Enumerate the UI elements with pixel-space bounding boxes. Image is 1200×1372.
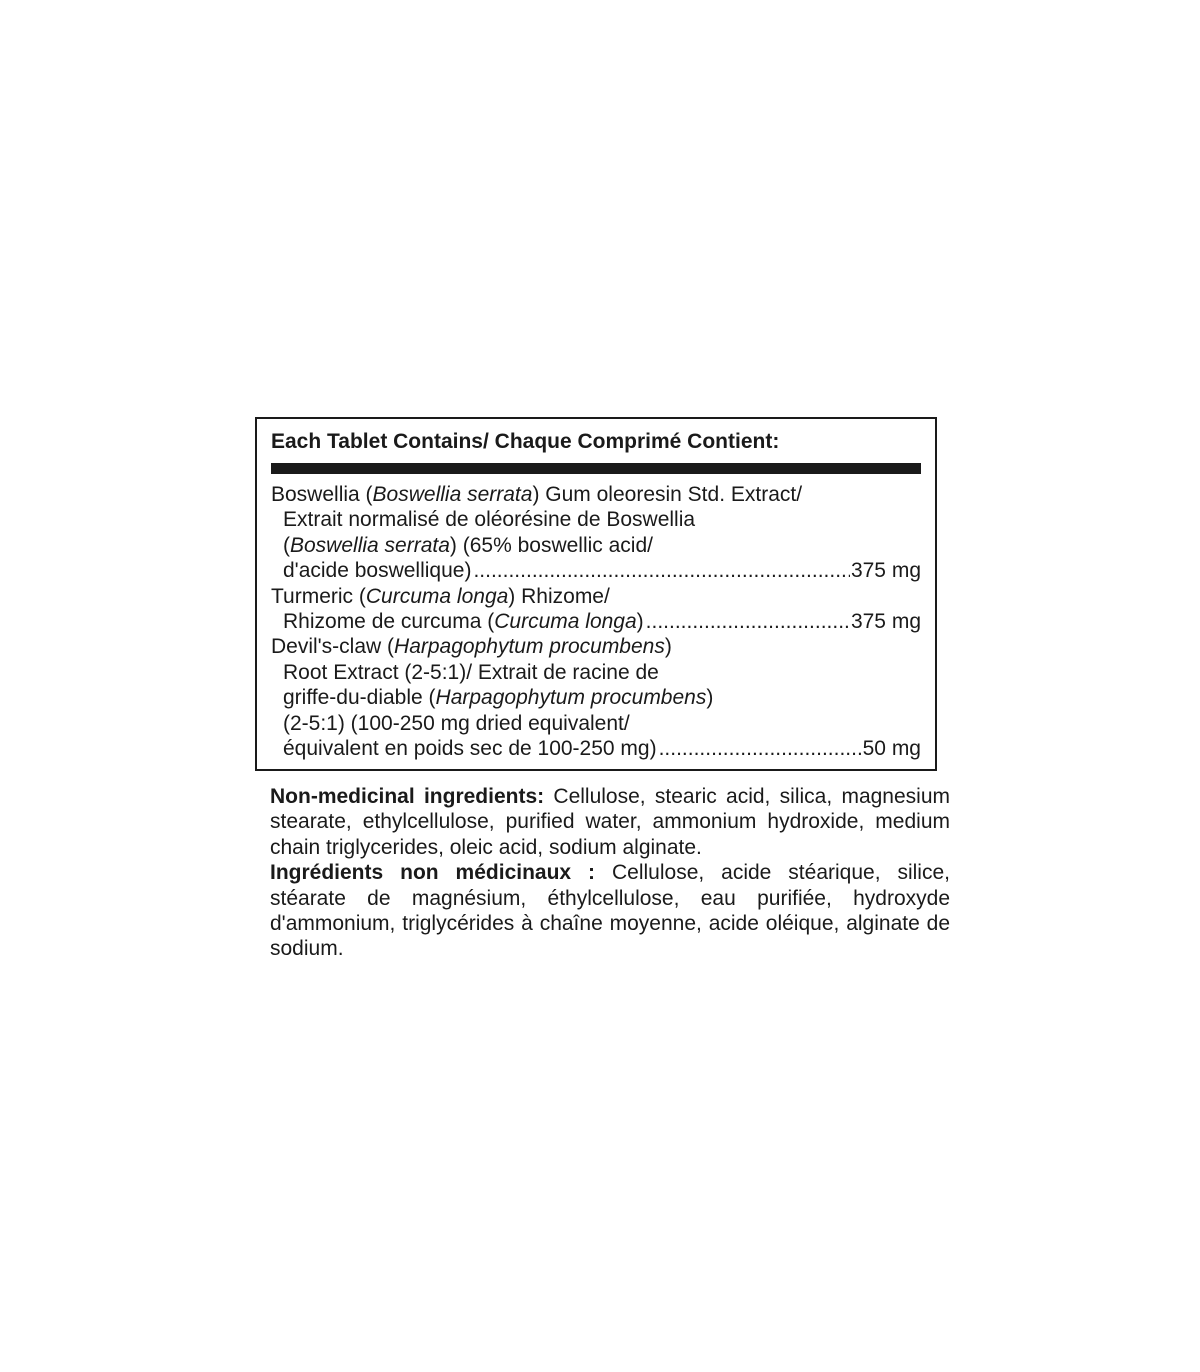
- non-medicinal-label-en: Non-medicinal ingredients:: [270, 785, 545, 808]
- facts-title: Each Tablet Contains/ Chaque Comprimé Contient:: [271, 430, 780, 453]
- ingredient-devils-claw-line-1: Devil's-claw (Harpagophytum procumbens): [271, 635, 672, 659]
- facts-divider: [271, 463, 921, 474]
- ingredient-turmeric-line-1: Turmeric (Curcuma longa) Rhizome/: [271, 584, 610, 608]
- non-medicinal-text-en: Cellulose, stearic acid, silica, magnesium stearate, ethylcellulose, purified water, ammonium hydroxide, medium chain triglycerides, oleic acid, sodium alginate.: [270, 785, 950, 859]
- non-medicinal-ingredients: [270, 784, 950, 962]
- non-medicinal-text-fr: Cellulose, acide stéarique, silice, stéarate de magnésium, éthylcellulose, eau purifiée, hydroxyde d'ammonium, triglycérides à chaîne moyenne, acide oléique, alginate de sodium.: [270, 861, 950, 961]
- dot-leader: [473, 558, 849, 583]
- ingredient-boswellia-amount: 375 mg: [850, 559, 921, 583]
- ingredient-devils-claw-line-5: équivalent en poids sec de 100-250 mg) ..... 50 mg: [271, 736, 921, 761]
- ingredient-boswellia-line-3: (Boswellia serrata) (65% boswellic acid/: [283, 533, 653, 557]
- ingredient-boswellia-line-4: d'acide boswellique) ..... 375 mg: [271, 558, 921, 583]
- ingredient-turmeric-amount: 375 mg: [850, 610, 921, 634]
- non-medicinal-english: [270, 784, 950, 860]
- ingredient-devils-claw-line-2: Root Extract (2-5:1)/ Extrait de racine de: [283, 660, 659, 684]
- non-medicinal-french: [270, 860, 950, 962]
- supplement-facts-box: [255, 417, 937, 771]
- ingredient-boswellia-line-2: Extrait normalisé de oléorésine de Boswellia: [283, 508, 696, 532]
- ingredient-devils-claw-line-4: (2-5:1) (100-250 mg dried equivalent/: [283, 711, 630, 735]
- dot-leader: [646, 609, 850, 634]
- ingredient-devils-claw-line-3: griffe-du-diable (Harpagophytum procumbens): [283, 686, 714, 710]
- dot-leader: [659, 736, 862, 761]
- ingredient-devils-claw-amount: 50 mg: [862, 737, 921, 761]
- non-medicinal-label-fr: Ingrédients non médicinaux :: [270, 861, 596, 885]
- ingredient-boswellia-line-1: Boswellia (Boswellia serrata) Gum oleoresin Std. Extract/: [271, 483, 803, 506]
- ingredient-turmeric-line-2: Rhizome de curcuma (Curcuma longa) ..... 375 mg: [271, 609, 921, 634]
